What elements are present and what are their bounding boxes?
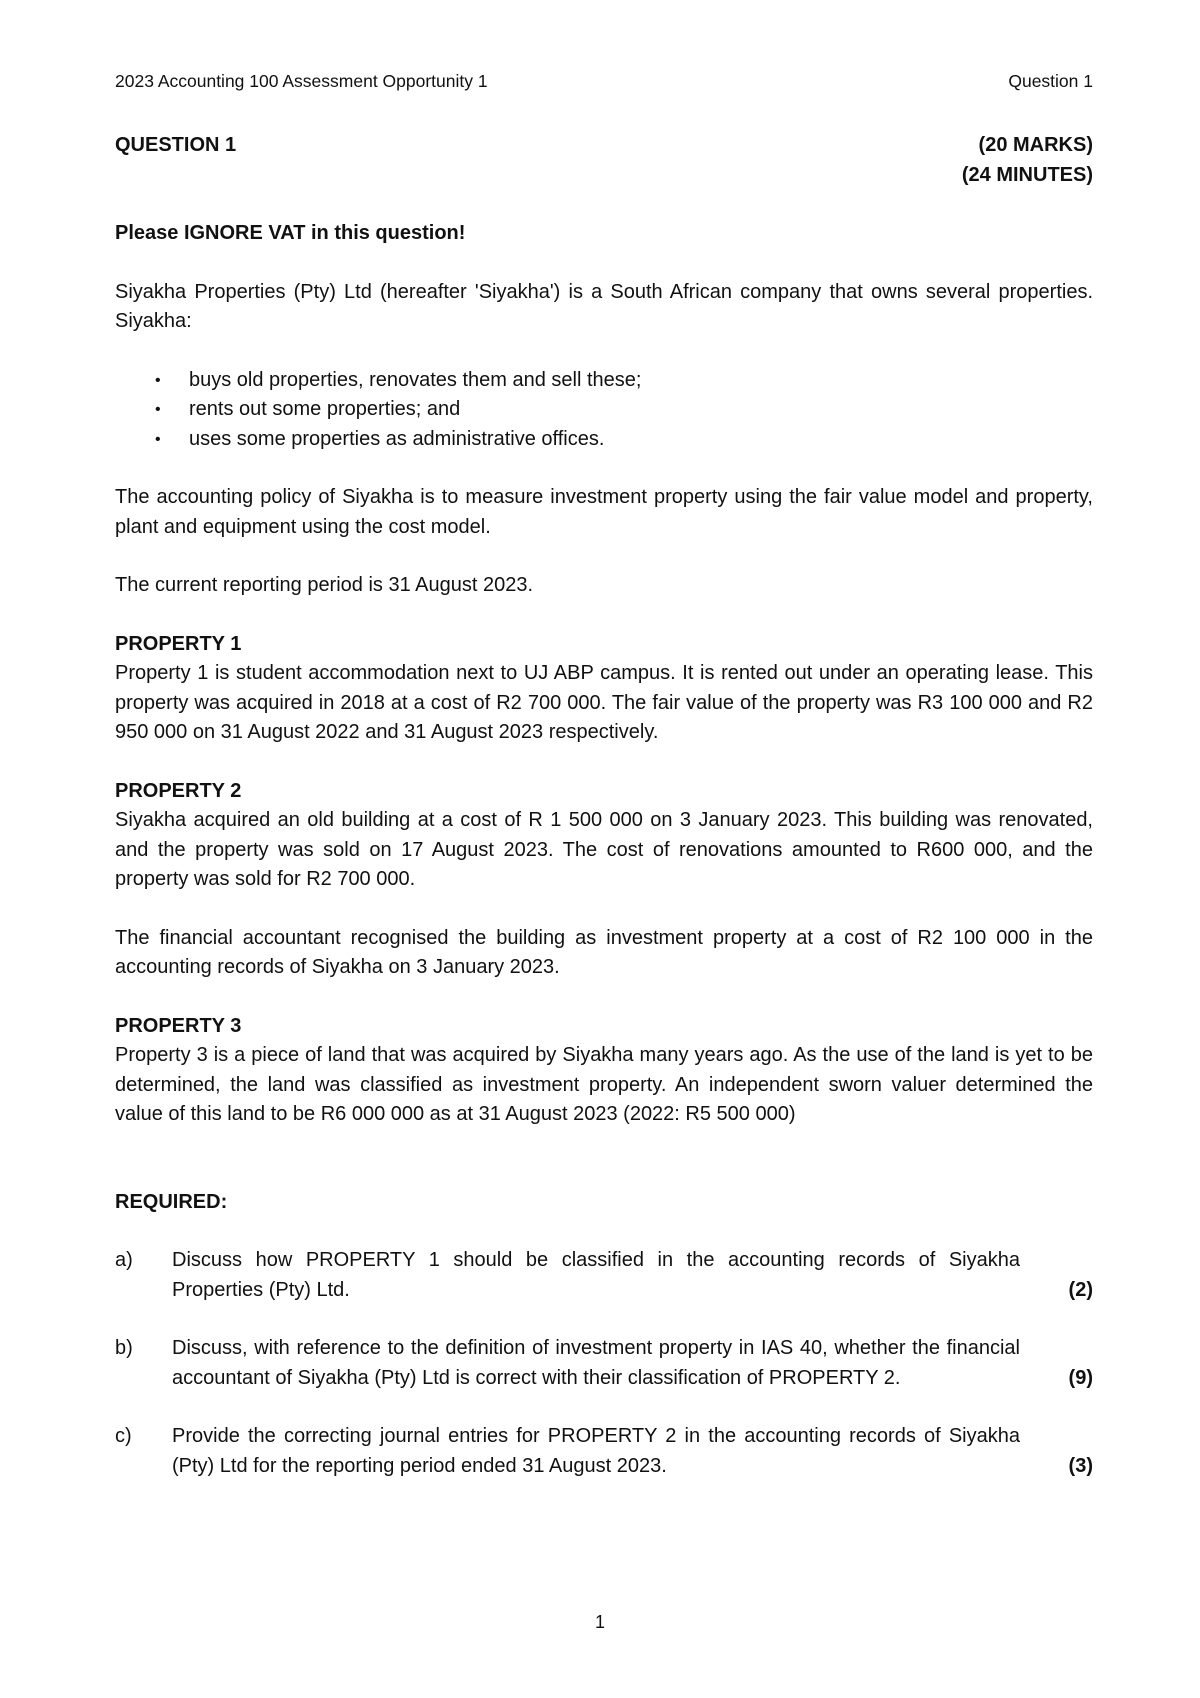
required-item-text: Discuss how PROPERTY 1 should be classified in the accounting records of Siyakha Properties (Pty) Ltd. [172,1249,1020,1301]
list-item [115,366,1093,396]
question-content [115,131,1093,1481]
required-item-marks: (2) [1068,1278,1093,1301]
property2-heading: PROPERTY 2 [115,779,242,802]
list-item-text: buys old properties, renovates them and sell these; [189,368,642,391]
property2-text-2: The financial accountant recognised the building as investment property at a cost of R2 100 000 in the accounting records of Siyakha on 3 January 2023. [115,926,1093,978]
required-item-marks: (9) [1068,1366,1093,1389]
property1-heading: PROPERTY 1 [115,632,242,655]
required-item-text: Provide the correcting journal entries for PROPERTY 2 in the accounting records of Siyakha (Pty) Ltd for the reporting period ended 31 August 2023. [172,1425,1020,1477]
bullet-icon: • [155,371,161,389]
property3-heading: PROPERTY 3 [115,1014,242,1037]
question-title: QUESTION 1 [115,134,237,156]
bullet-icon: • [155,401,161,418]
reporting-period-paragraph: The current reporting period is 31 August 2023. [115,574,534,596]
required-item-text: Discuss, with reference to the definition of investment property in IAS 40, whether the financial accountant of Siyakha (Pty) Ltd is correct with their classification of PROPERTY 2. [172,1337,1020,1389]
question-heading [115,131,1093,161]
required-item-a [115,1246,1093,1305]
property2-text: Siyakha acquired an old building at a cost of R 1 500 000 on 3 January 2023. This building was renovated, and the property was sold on 17 August 2023. The cost of renovations amounted to R600 000, and the property was sold for R2 700 000. [115,809,1093,890]
activity-list [115,366,1093,455]
required-item-marks: (3) [1068,1454,1093,1477]
bullet-icon: • [155,430,161,448]
required-item-letter: c) [115,1425,132,1447]
ignore-vat-note: Please IGNORE VAT in this question! [115,222,466,244]
header-right: Question 1 [1008,71,1093,91]
required-item-b [115,1334,1093,1393]
required-heading: REQUIRED: [115,1190,228,1213]
required-item-c [115,1422,1093,1481]
required-item-letter: b) [115,1337,133,1359]
intro-paragraph: Siyakha Properties (Pty) Ltd (hereafter 'Siyakha') is a South African company that owns several properties. Siyakha: [115,280,1093,332]
list-item-text: rents out some properties; and [189,398,461,420]
property3-text: Property 3 is a piece of land that was acquired by Siyakha many years ago. As the use of the land is yet to be determined, the land was classified as investment property. An independent sworn valuer determined the value of this land to be R6 000 000 as at 31 August 2023 (2022: R5 500 000) [115,1044,1093,1125]
policy-paragraph: The accounting policy of Siyakha is to measure investment property using the fair value model and property, plant and equipment using the cost model. [115,486,1093,538]
question-marks: (20 MARKS) [978,134,1093,156]
list-item-text: uses some properties as administrative offices. [189,427,605,450]
property1-text: Property 1 is student accommodation next to UJ ABP campus. It is rented out under an operating lease. This property was acquired in 2018 at a cost of R2 700 000. The fair value of the property was R3 100 000 and R2 950 000 on 31 August 2022 and 31 August 2023 respectively. [115,662,1093,743]
list-item [115,395,1093,425]
header-left: 2023 Accounting 100 Assessment Opportunity 1 [115,71,488,91]
required-item-letter: a) [115,1249,133,1271]
list-item [115,425,1093,455]
question-minutes: (24 MINUTES) [961,163,1093,186]
page-number: 1 [594,1612,605,1632]
